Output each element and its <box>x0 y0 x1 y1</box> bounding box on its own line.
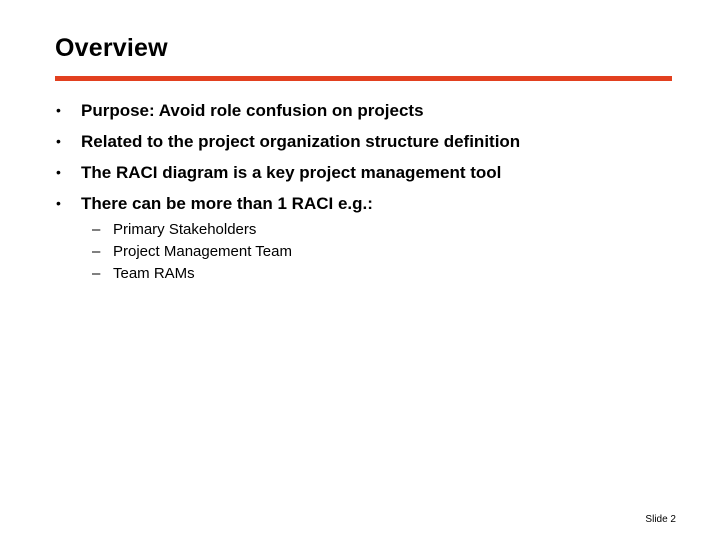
bullet-text: Purpose: Avoid role confusion on projects <box>81 101 424 120</box>
bullet-text: The RACI diagram is a key project management tool <box>81 163 502 182</box>
bullet-item <box>56 193 676 214</box>
sub-bullet-text: Project Management Team <box>113 243 292 260</box>
title-underline <box>55 76 672 81</box>
sub-bullet-marker: – <box>92 243 101 260</box>
bullet-text: There can be more than 1 RACI e.g.: <box>81 194 373 213</box>
sub-bullet-marker: – <box>92 265 101 282</box>
bullet-list <box>56 100 676 224</box>
bullet-text: Related to the project organization structure definition <box>81 132 521 151</box>
sub-bullet-text: Team RAMs <box>113 265 195 282</box>
bullet-marker: • <box>56 133 61 149</box>
bullet-marker: • <box>56 195 61 211</box>
bullet-marker: • <box>56 164 61 180</box>
sub-bullet-text: Primary Stakeholders <box>113 221 257 238</box>
slide-number: Slide 2 <box>645 514 676 525</box>
sub-bullet-marker: – <box>92 221 101 238</box>
slide-title: Overview <box>55 34 168 62</box>
bullet-item <box>56 131 676 152</box>
bullet-marker: • <box>56 102 61 118</box>
bullet-item <box>56 162 676 183</box>
bullet-item <box>56 100 676 121</box>
